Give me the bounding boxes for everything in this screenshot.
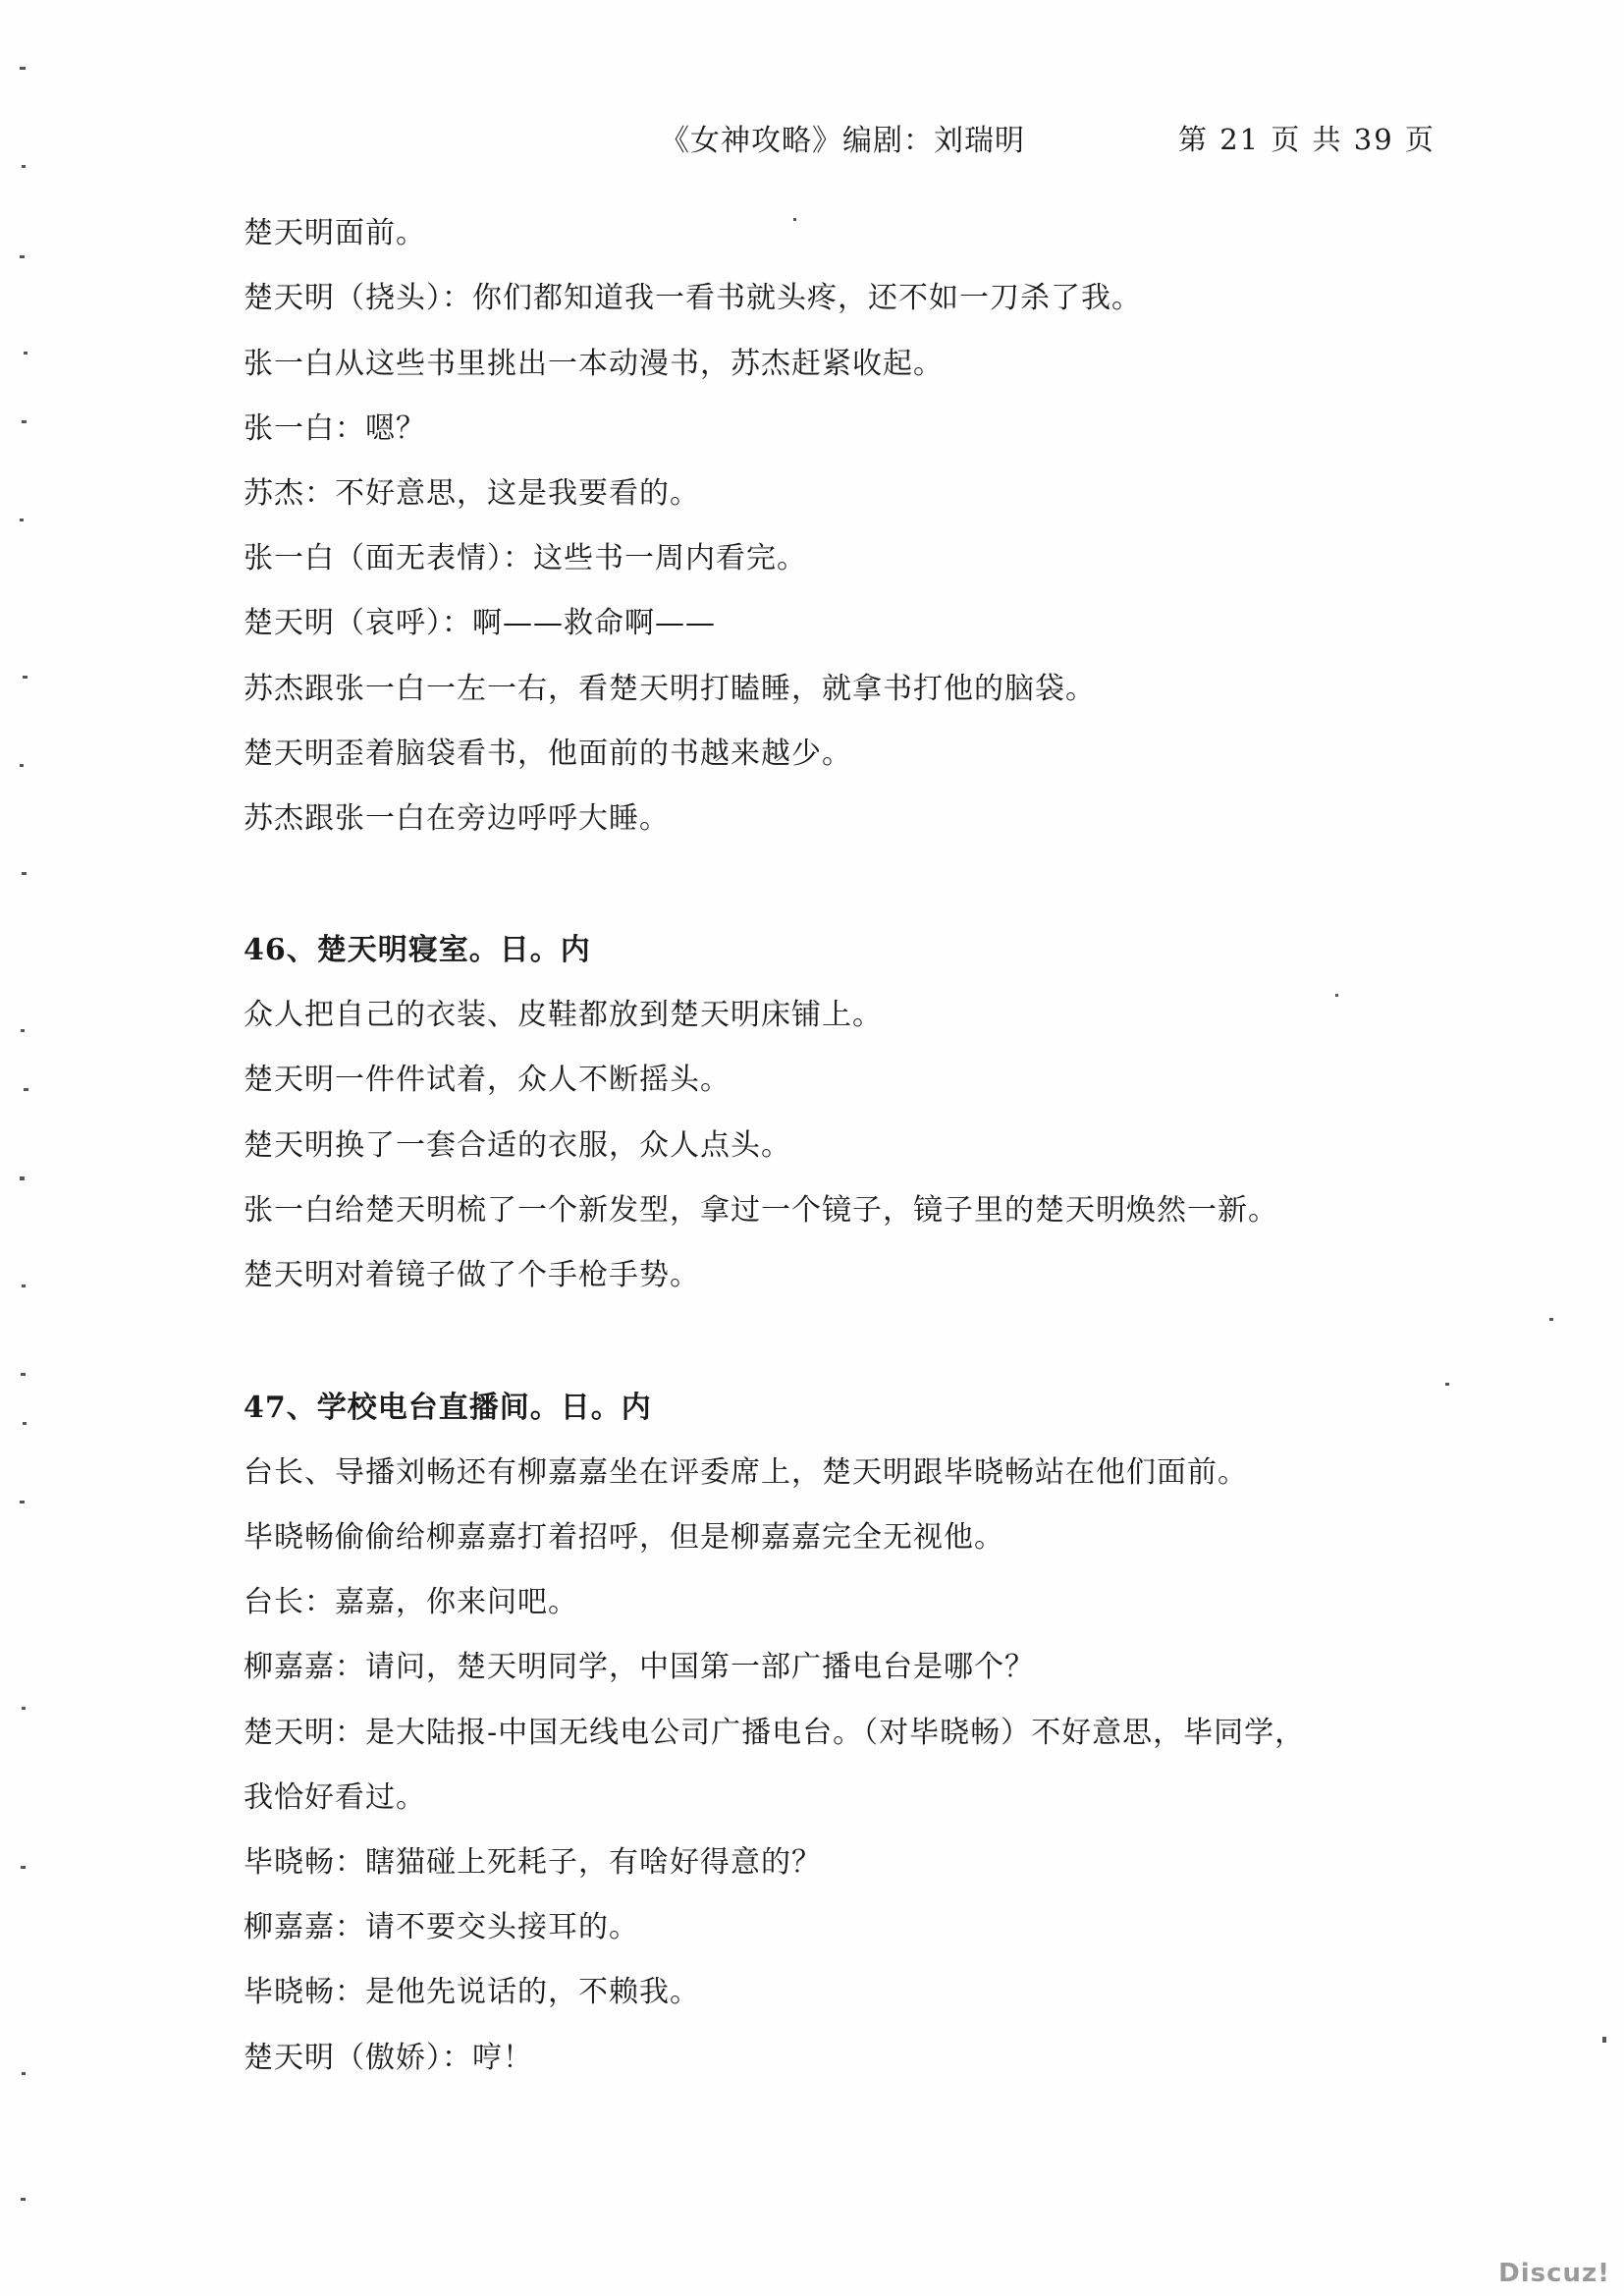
- script-line: 台长：嘉嘉，你来问吧。: [244, 1585, 578, 1619]
- header-title: 《女神攻略》编剧：刘瑞明: [660, 124, 1025, 158]
- script-line: 楚天明（哀呼）：啊——救命啊——: [244, 606, 716, 640]
- script-line: 楚天明一件件试着，众人不断摇头。: [244, 1063, 731, 1097]
- script-line: 苏杰跟张一白一左一右，看楚天明打瞌睡，就拿书打他的脑袋。: [244, 672, 1096, 706]
- script-line: 苏杰跟张一白在旁边呼呼大睡。: [244, 801, 670, 836]
- script-line: 楚天明换了一套合适的衣服，众人点头。: [244, 1128, 791, 1163]
- script-line: 楚天明面前。: [244, 216, 426, 250]
- script-line: 张一白（面无表情）：这些书一周内看完。: [244, 541, 807, 575]
- header-page-info: 第 21 页 共 39 页: [1178, 123, 1435, 156]
- script-line: 柳嘉嘉：请问，楚天明同学，中国第一部广播电台是哪个？: [244, 1650, 1035, 1684]
- script-line: 张一白：嗯？: [244, 411, 426, 446]
- scene-heading: 47、学校电台直播间。日。内: [244, 1391, 652, 1425]
- script-line: 张一白给楚天明梳了一个新发型，拿过一个镜子，镜子里的楚天明焕然一新。: [244, 1193, 1278, 1228]
- script-line: 楚天明（傲娇）：哼！: [244, 2041, 533, 2075]
- script-line: 毕晓畅偷偷给柳嘉嘉打着招呼，但是柳嘉嘉完全无视他。: [244, 1520, 1004, 1555]
- script-line: 我恰好看过。: [244, 1780, 426, 1815]
- script-line: 张一白从这些书里挑出一本动漫书，苏杰赶紧收起。: [244, 347, 944, 381]
- script-line: 毕晓畅：是他先说话的，不赖我。: [244, 1975, 700, 2009]
- script-line: 楚天明对着镜子做了个手枪手势。: [244, 1258, 700, 1292]
- script-line: 众人把自己的衣装、皮鞋都放到楚天明床铺上。: [244, 998, 883, 1032]
- script-line: 台长、导播刘畅还有柳嘉嘉坐在评委席上，楚天明跟毕晓畅站在他们面前。: [244, 1455, 1248, 1490]
- script-line: 苏杰：不好意思，这是我要看的。: [244, 476, 700, 511]
- script-line: 楚天明歪着脑袋看书，他面前的书越来越少。: [244, 737, 852, 771]
- script-line: 楚天明：是大陆报-中国无线电公司广播电台。（对毕晓畅）不好意思，毕同学，: [244, 1716, 1306, 1750]
- scene-heading: 46、楚天明寝室。日。内: [244, 933, 591, 967]
- watermark-text: Discuz!: [1498, 2259, 1610, 2288]
- script-line: 楚天明（挠头）：你们都知道我一看书就头疼，还不如一刀杀了我。: [244, 281, 1142, 315]
- script-line: 柳嘉嘉：请不要交头接耳的。: [244, 1910, 639, 1944]
- script-line: 毕晓畅：瞎猫碰上死耗子，有啥好得意的？: [244, 1845, 822, 1880]
